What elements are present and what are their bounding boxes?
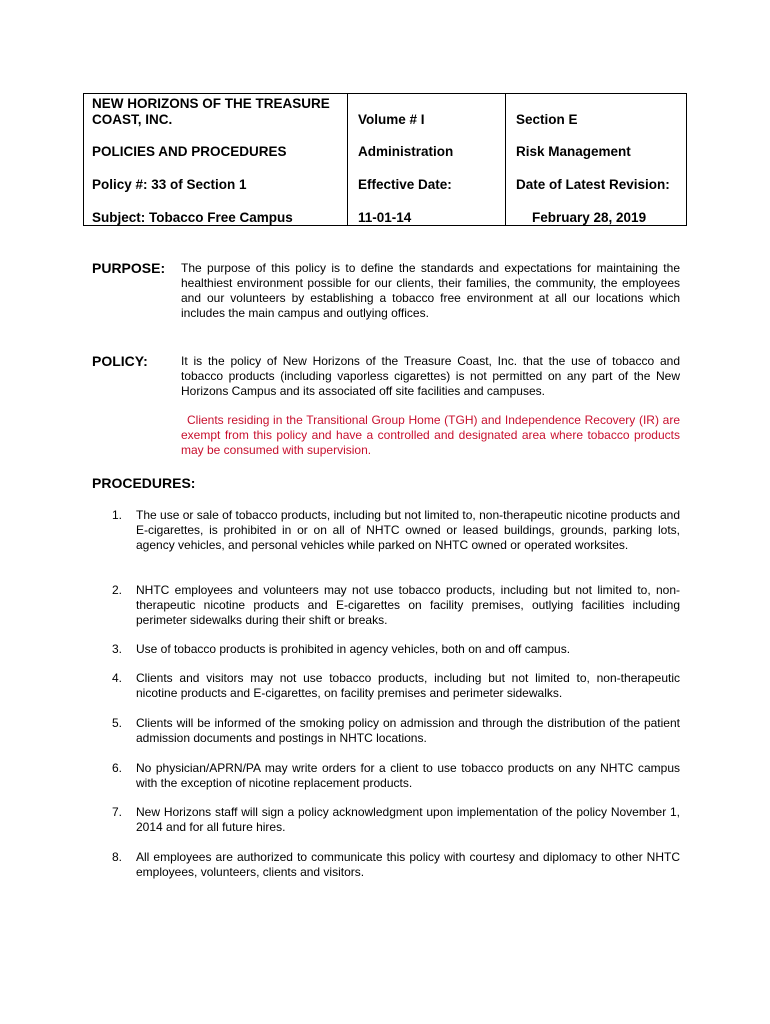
header-table — [83, 93, 687, 226]
procedures-label: PROCEDURES: — [92, 475, 196, 491]
procedure-text: No physician/APRN/PA may write orders for a client to use tobacco products on any NHTC campus with the exception of nicotine replacement products. — [136, 761, 680, 790]
policy-exemption: Clients residing in the Transitional Group Home (TGH) and Independence Recovery (IR) are exempt from this policy and have a controlled and designated area where tobacco products may be consumed with supervision. — [181, 413, 680, 457]
procedure-item — [112, 850, 680, 880]
procedure-text: The use or sale of tobacco products, including but not limited to, non-therapeutic nicotine products and E-cigarettes, is prohibited in or on all of NHTC owned or leased buildings, grounds, parking lots, agency vehicles, and personal vehicles while parked on NHTC owned or operated worksites. — [136, 508, 680, 552]
policy-label: POLICY: — [92, 353, 148, 369]
procedure-number: 6. — [112, 761, 123, 775]
procedure-item — [112, 583, 680, 628]
procedure-text: Use of tobacco products is prohibited in agency vehicles, both on and off campus. — [136, 642, 571, 656]
org-name-line2: COAST, INC. — [92, 112, 173, 127]
section-code: Section E — [516, 112, 578, 127]
header-divider — [505, 94, 506, 225]
header-divider — [347, 94, 348, 225]
revision-date: February 28, 2019 — [532, 210, 647, 225]
procedure-number: 3. — [112, 642, 123, 656]
procedure-item — [112, 805, 680, 835]
volume-number: Volume # I — [358, 112, 425, 127]
procedure-text: New Horizons staff will sign a policy acknowledgment upon implementation of the policy November 1, 2014 and for all future hires. — [136, 805, 680, 834]
procedure-item — [112, 671, 680, 701]
procedure-text: All employees are authorized to communicate this policy with courtesy and diplomacy to other NHTC employees, volunteers, clients and visitors. — [136, 850, 680, 879]
procedure-number: 8. — [112, 850, 123, 864]
purpose-text: The purpose of this policy is to define the standards and expectations for maintaining the healthiest environment possible for our clients, their families, the community, the employees and our volunteers by establishing a tobacco free environment at all our locations which includes the main campus and outlying offices. — [181, 261, 680, 320]
document-type: POLICIES AND PROCEDURES — [92, 144, 287, 159]
purpose-label: PURPOSE: — [92, 260, 166, 276]
procedure-item — [112, 642, 680, 657]
effective-date-label: Effective Date: — [358, 177, 452, 192]
policy-text: It is the policy of New Horizons of the Treasure Coast, Inc. that the use of tobacco and tobacco products (including vaporless cigarettes) is not permitted on any part of the New Horizons Campus and its associated off site facilities and campuses. — [181, 354, 680, 398]
procedure-number: 2. — [112, 583, 123, 597]
procedure-item — [112, 761, 680, 791]
procedure-item — [112, 716, 680, 746]
procedure-text: Clients will be informed of the smoking policy on admission and through the distribution of the patient admission documents and postings in NHTC locations. — [136, 716, 680, 745]
procedure-number: 1. — [112, 508, 123, 522]
policy-subject: Subject: Tobacco Free Campus — [92, 210, 293, 225]
procedure-item — [112, 508, 680, 553]
procedure-number: 5. — [112, 716, 123, 730]
procedure-text: NHTC employees and volunteers may not use tobacco products, including but not limited to, non-therapeutic nicotine products and E-cigarettes on facility premises, outlying facilities including perimeter sidewalks during their shift or breaks. — [136, 583, 680, 627]
policy-number: Policy #: 33 of Section 1 — [92, 177, 247, 192]
section-name: Risk Management — [516, 144, 631, 159]
procedure-number: 4. — [112, 671, 123, 685]
revision-date-label: Date of Latest Revision: — [516, 177, 670, 192]
org-name-line1: NEW HORIZONS OF THE TREASURE — [92, 96, 330, 111]
volume-name: Administration — [358, 144, 454, 159]
procedure-number: 7. — [112, 805, 123, 819]
procedure-text: Clients and visitors may not use tobacco products, including but not limited to, non-therapeutic nicotine products and E-cigarettes, on facility premises and perimeter sidewalks. — [136, 671, 680, 700]
effective-date: 11-01-14 — [358, 210, 412, 225]
